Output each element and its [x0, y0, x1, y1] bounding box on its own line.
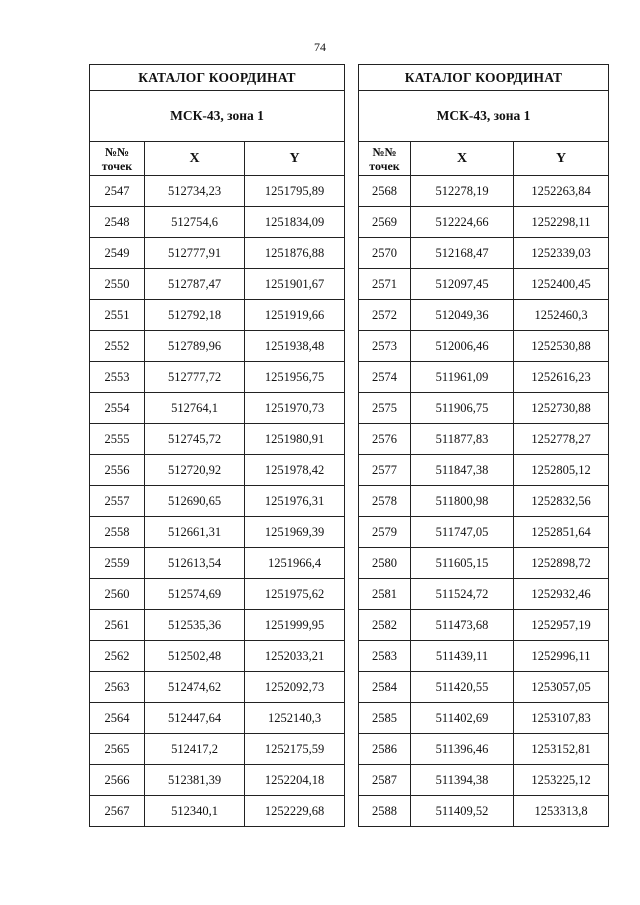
- point-number-cell: 2569: [359, 207, 411, 238]
- column-header-x: X: [145, 142, 245, 176]
- catalog-rows: [359, 176, 609, 827]
- point-number-line1: №№: [104, 144, 130, 159]
- coordinate-system: МСК-43, зона 1: [359, 91, 609, 142]
- column-header-y: Y: [514, 142, 609, 176]
- y-coordinate-cell: 1251901,67: [245, 269, 345, 300]
- y-coordinate-cell: 1251938,48: [245, 331, 345, 362]
- y-coordinate-cell: 1251919,66: [245, 300, 345, 331]
- table-row: [359, 641, 609, 672]
- table-row: [90, 424, 345, 455]
- x-coordinate-cell: 512789,96: [145, 331, 245, 362]
- table-row: [90, 393, 345, 424]
- point-number-cell: 2551: [90, 300, 145, 331]
- x-coordinate-cell: 511906,75: [411, 393, 514, 424]
- table-row: [90, 176, 345, 207]
- table-row: [90, 486, 345, 517]
- point-number-cell: 2562: [90, 641, 145, 672]
- column-header-point-number: [90, 142, 145, 176]
- y-coordinate-cell: 1253107,83: [514, 703, 609, 734]
- y-coordinate-cell: 1252460,3: [514, 300, 609, 331]
- point-number-cell: 2579: [359, 517, 411, 548]
- y-coordinate-cell: 1252851,64: [514, 517, 609, 548]
- x-coordinate-cell: 512168,47: [411, 238, 514, 269]
- y-coordinate-cell: 1253057,05: [514, 672, 609, 703]
- x-coordinate-cell: 511524,72: [411, 579, 514, 610]
- y-coordinate-cell: 1252957,19: [514, 610, 609, 641]
- point-number-line2: точек: [369, 158, 400, 173]
- point-number-line2: точек: [101, 158, 133, 173]
- y-coordinate-cell: 1252175,59: [245, 734, 345, 765]
- y-coordinate-cell: 1252996,11: [514, 641, 609, 672]
- table-row: [90, 331, 345, 362]
- y-coordinate-cell: 1251980,91: [245, 424, 345, 455]
- x-coordinate-cell: 512049,36: [411, 300, 514, 331]
- point-number-cell: 2555: [90, 424, 145, 455]
- point-number-cell: 2549: [90, 238, 145, 269]
- y-coordinate-cell: 1251975,62: [245, 579, 345, 610]
- point-number-cell: 2565: [90, 734, 145, 765]
- x-coordinate-cell: 512097,45: [411, 269, 514, 300]
- y-coordinate-cell: 1251966,4: [245, 548, 345, 579]
- y-coordinate-cell: 1252898,72: [514, 548, 609, 579]
- y-coordinate-cell: 1252204,18: [245, 765, 345, 796]
- x-coordinate-cell: 511800,98: [411, 486, 514, 517]
- x-coordinate-cell: 511439,11: [411, 641, 514, 672]
- x-coordinate-cell: 512720,92: [145, 455, 245, 486]
- table-row: [359, 548, 609, 579]
- table-row: [359, 393, 609, 424]
- y-coordinate-cell: 1252229,68: [245, 796, 345, 827]
- x-coordinate-cell: 512764,1: [145, 393, 245, 424]
- table-row: [359, 734, 609, 765]
- x-coordinate-cell: 512340,1: [145, 796, 245, 827]
- table-row: [90, 207, 345, 238]
- table-row: [90, 579, 345, 610]
- point-number-cell: 2572: [359, 300, 411, 331]
- x-coordinate-cell: 511409,52: [411, 796, 514, 827]
- y-coordinate-cell: 1251795,89: [245, 176, 345, 207]
- table-row: [359, 579, 609, 610]
- table-row: [90, 238, 345, 269]
- x-coordinate-cell: 511420,55: [411, 672, 514, 703]
- table-row: [90, 269, 345, 300]
- y-coordinate-cell: 1252092,73: [245, 672, 345, 703]
- x-coordinate-cell: 512787,47: [145, 269, 245, 300]
- x-coordinate-cell: 512535,36: [145, 610, 245, 641]
- table-row: [90, 703, 345, 734]
- table-row: [359, 176, 609, 207]
- table-row: [359, 703, 609, 734]
- x-coordinate-cell: 512777,72: [145, 362, 245, 393]
- point-number-cell: 2563: [90, 672, 145, 703]
- table-row: [359, 672, 609, 703]
- point-number-cell: 2583: [359, 641, 411, 672]
- x-coordinate-cell: 512690,65: [145, 486, 245, 517]
- x-coordinate-cell: 512006,46: [411, 331, 514, 362]
- x-coordinate-cell: 511877,83: [411, 424, 514, 455]
- point-number-cell: 2552: [90, 331, 145, 362]
- table-row: [359, 610, 609, 641]
- catalog-title: КАТАЛОГ КООРДИНАТ: [90, 65, 345, 91]
- y-coordinate-cell: 1252805,12: [514, 455, 609, 486]
- table-row: [359, 331, 609, 362]
- y-coordinate-cell: 1251956,75: [245, 362, 345, 393]
- table-row: [359, 269, 609, 300]
- point-number-cell: 2566: [90, 765, 145, 796]
- point-number-cell: 2570: [359, 238, 411, 269]
- x-coordinate-cell: 512417,2: [145, 734, 245, 765]
- point-number-cell: 2548: [90, 207, 145, 238]
- y-coordinate-cell: 1251978,42: [245, 455, 345, 486]
- x-coordinate-cell: 512278,19: [411, 176, 514, 207]
- table-row: [90, 455, 345, 486]
- catalog-rows: [90, 176, 345, 827]
- x-coordinate-cell: 511847,38: [411, 455, 514, 486]
- table-row: [90, 796, 345, 827]
- table-row: [90, 362, 345, 393]
- x-coordinate-cell: 512661,31: [145, 517, 245, 548]
- y-coordinate-cell: 1252339,03: [514, 238, 609, 269]
- point-number-cell: 2584: [359, 672, 411, 703]
- column-header-point-number: [359, 142, 411, 176]
- table-row: [90, 765, 345, 796]
- y-coordinate-cell: 1252033,21: [245, 641, 345, 672]
- x-coordinate-cell: 512224,66: [411, 207, 514, 238]
- y-coordinate-cell: 1251834,09: [245, 207, 345, 238]
- table-row: [359, 207, 609, 238]
- point-number-cell: 2585: [359, 703, 411, 734]
- point-number-cell: 2564: [90, 703, 145, 734]
- point-number-cell: 2578: [359, 486, 411, 517]
- y-coordinate-cell: 1252778,27: [514, 424, 609, 455]
- x-coordinate-cell: 512474,62: [145, 672, 245, 703]
- table-row: [359, 455, 609, 486]
- table-row: [90, 300, 345, 331]
- coordinate-system: МСК-43, зона 1: [90, 91, 345, 142]
- y-coordinate-cell: 1252832,56: [514, 486, 609, 517]
- y-coordinate-cell: 1251976,31: [245, 486, 345, 517]
- table-row: [90, 641, 345, 672]
- x-coordinate-cell: 511394,38: [411, 765, 514, 796]
- point-number-cell: 2547: [90, 176, 145, 207]
- x-coordinate-cell: 511402,69: [411, 703, 514, 734]
- x-coordinate-cell: 512745,72: [145, 424, 245, 455]
- point-number-cell: 2581: [359, 579, 411, 610]
- catalog-title: КАТАЛОГ КООРДИНАТ: [359, 65, 609, 91]
- table-row: [359, 424, 609, 455]
- column-header-y: Y: [245, 142, 345, 176]
- table-row: [359, 238, 609, 269]
- y-coordinate-cell: 1252140,3: [245, 703, 345, 734]
- table-row: [359, 362, 609, 393]
- coordinate-catalog-right: [358, 64, 609, 827]
- y-coordinate-cell: 1252730,88: [514, 393, 609, 424]
- x-coordinate-cell: 512613,54: [145, 548, 245, 579]
- x-coordinate-cell: 512777,91: [145, 238, 245, 269]
- y-coordinate-cell: 1251999,95: [245, 610, 345, 641]
- point-number-cell: 2571: [359, 269, 411, 300]
- table-row: [359, 517, 609, 548]
- y-coordinate-cell: 1252400,45: [514, 269, 609, 300]
- x-coordinate-cell: 512792,18: [145, 300, 245, 331]
- point-number-cell: 2556: [90, 455, 145, 486]
- x-coordinate-cell: 512502,48: [145, 641, 245, 672]
- point-number-cell: 2576: [359, 424, 411, 455]
- y-coordinate-cell: 1252530,88: [514, 331, 609, 362]
- x-coordinate-cell: 512574,69: [145, 579, 245, 610]
- table-row: [90, 610, 345, 641]
- point-number-cell: 2559: [90, 548, 145, 579]
- y-coordinate-cell: 1251876,88: [245, 238, 345, 269]
- table-row: [359, 796, 609, 827]
- x-coordinate-cell: 511747,05: [411, 517, 514, 548]
- y-coordinate-cell: 1252616,23: [514, 362, 609, 393]
- table-row: [90, 672, 345, 703]
- y-coordinate-cell: 1253313,8: [514, 796, 609, 827]
- x-coordinate-cell: 511961,09: [411, 362, 514, 393]
- point-number-cell: 2554: [90, 393, 145, 424]
- point-number-cell: 2575: [359, 393, 411, 424]
- point-number-cell: 2580: [359, 548, 411, 579]
- point-number-cell: 2558: [90, 517, 145, 548]
- point-number-cell: 2582: [359, 610, 411, 641]
- x-coordinate-cell: 511605,15: [411, 548, 514, 579]
- table-row: [90, 734, 345, 765]
- x-coordinate-cell: 511473,68: [411, 610, 514, 641]
- point-number-line1: №№: [372, 144, 397, 159]
- point-number-cell: 2588: [359, 796, 411, 827]
- y-coordinate-cell: 1253152,81: [514, 734, 609, 765]
- x-coordinate-cell: 512754,6: [145, 207, 245, 238]
- x-coordinate-cell: 512447,64: [145, 703, 245, 734]
- page-number: 74: [314, 40, 326, 54]
- table-row: [359, 300, 609, 331]
- point-number-cell: 2586: [359, 734, 411, 765]
- point-number-cell: 2577: [359, 455, 411, 486]
- point-number-cell: 2550: [90, 269, 145, 300]
- y-coordinate-cell: 1252298,11: [514, 207, 609, 238]
- y-coordinate-cell: 1253225,12: [514, 765, 609, 796]
- y-coordinate-cell: 1252263,84: [514, 176, 609, 207]
- point-number-cell: 2568: [359, 176, 411, 207]
- point-number-cell: 2557: [90, 486, 145, 517]
- x-coordinate-cell: 511396,46: [411, 734, 514, 765]
- y-coordinate-cell: 1252932,46: [514, 579, 609, 610]
- point-number-cell: 2573: [359, 331, 411, 362]
- point-number-cell: 2561: [90, 610, 145, 641]
- table-row: [90, 548, 345, 579]
- y-coordinate-cell: 1251969,39: [245, 517, 345, 548]
- point-number-cell: 2574: [359, 362, 411, 393]
- point-number-cell: 2560: [90, 579, 145, 610]
- column-header-x: X: [411, 142, 514, 176]
- point-number-cell: 2587: [359, 765, 411, 796]
- point-number-cell: 2567: [90, 796, 145, 827]
- table-row: [90, 517, 345, 548]
- coordinate-catalog-left: [89, 64, 345, 827]
- table-row: [359, 765, 609, 796]
- x-coordinate-cell: 512381,39: [145, 765, 245, 796]
- x-coordinate-cell: 512734,23: [145, 176, 245, 207]
- point-number-cell: 2553: [90, 362, 145, 393]
- y-coordinate-cell: 1251970,73: [245, 393, 345, 424]
- table-row: [359, 486, 609, 517]
